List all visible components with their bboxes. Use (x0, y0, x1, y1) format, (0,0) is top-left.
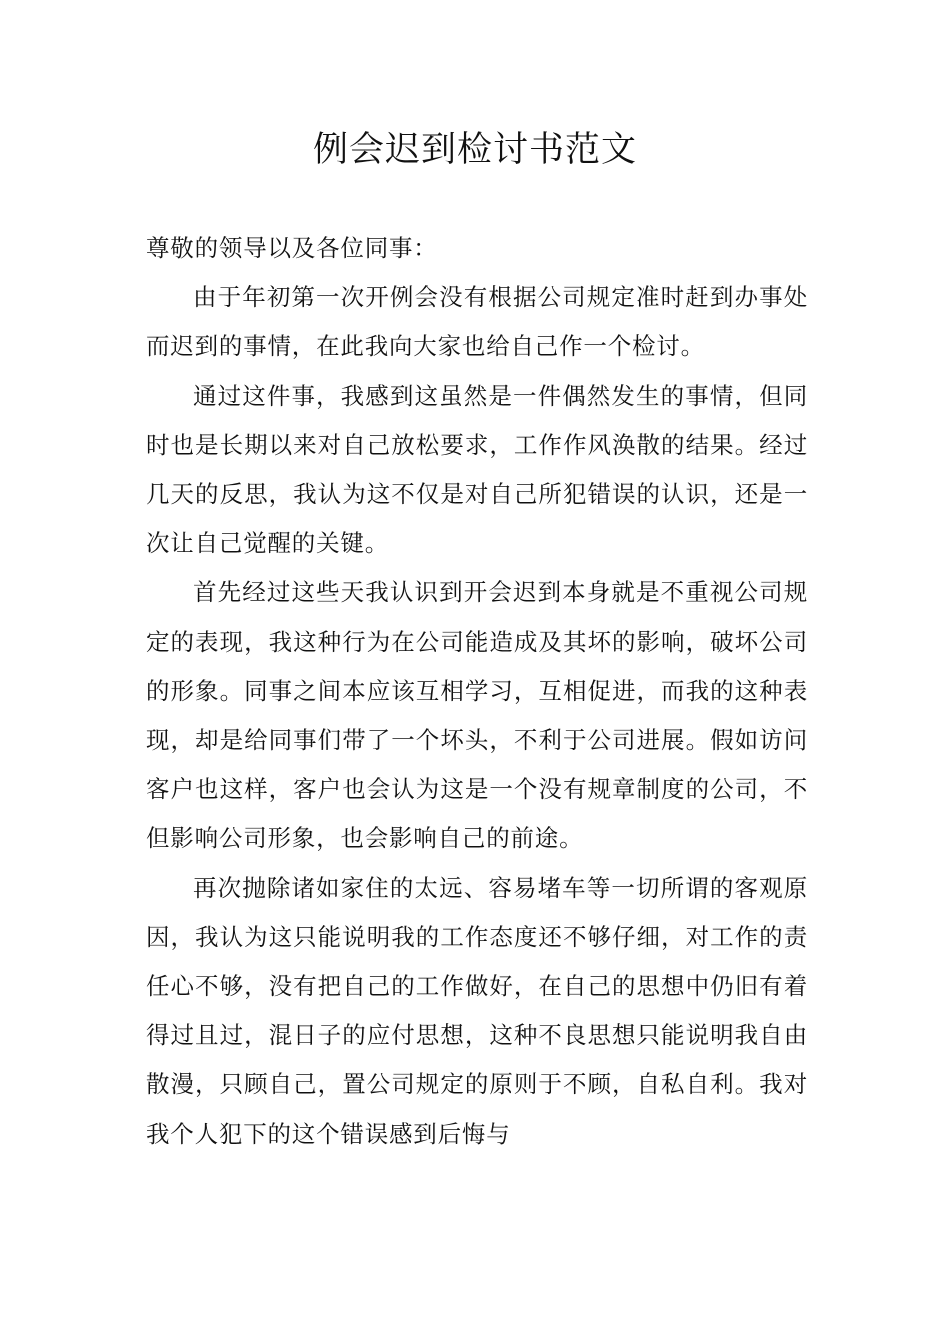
salutation: 尊敬的领导以及各位同事： (146, 234, 438, 262)
paragraph-2: 通过这件事，我感到这虽然是一件偶然发生的事情，但同时也是长期以来对自己放松要求，工作作风涣散的结果。经过几天的反思，我认为这不仅是对自己所犯错误的认识，还是一次让自己觉醒的关键。 (146, 381, 808, 558)
document-title: 例会迟到检讨书范文 (312, 130, 637, 170)
paragraph-3: 首先经过这些天我认识到开会迟到本身就是不重视公司规定的表现，我这种行为在公司能造成及其坏的影响，破坏公司的形象。同事之间本应该互相学习，互相促进，而我的这种表现，却是给同事们带了一个坏头，不利于公司进展。假如访问客户也这样，客户也会认为这是一个没有规章制度的公司，不但影响公司形象，也会影响自己的前途。 (146, 578, 808, 853)
paragraph-4: 再次抛除诸如家住的太远、容易堵车等一切所谓的客观原因，我认为这只能说明我的工作态度还不够仔细，对工作的责任心不够，没有把自己的工作做好，在自己的思想中仍旧有着得过且过，混日子的应付思想，这种不良思想只能说明我自由散漫，只顾自己，置公司规定的原则于不顾，自私自利。我对我个人犯下的这个错误感到后悔与 (146, 873, 808, 1148)
document-body (146, 224, 808, 1159)
paragraph-1: 由于年初第一次开例会没有根据公司规定准时赶到办事处而迟到的事情，在此我向大家也给自己作一个检讨。 (146, 283, 808, 361)
